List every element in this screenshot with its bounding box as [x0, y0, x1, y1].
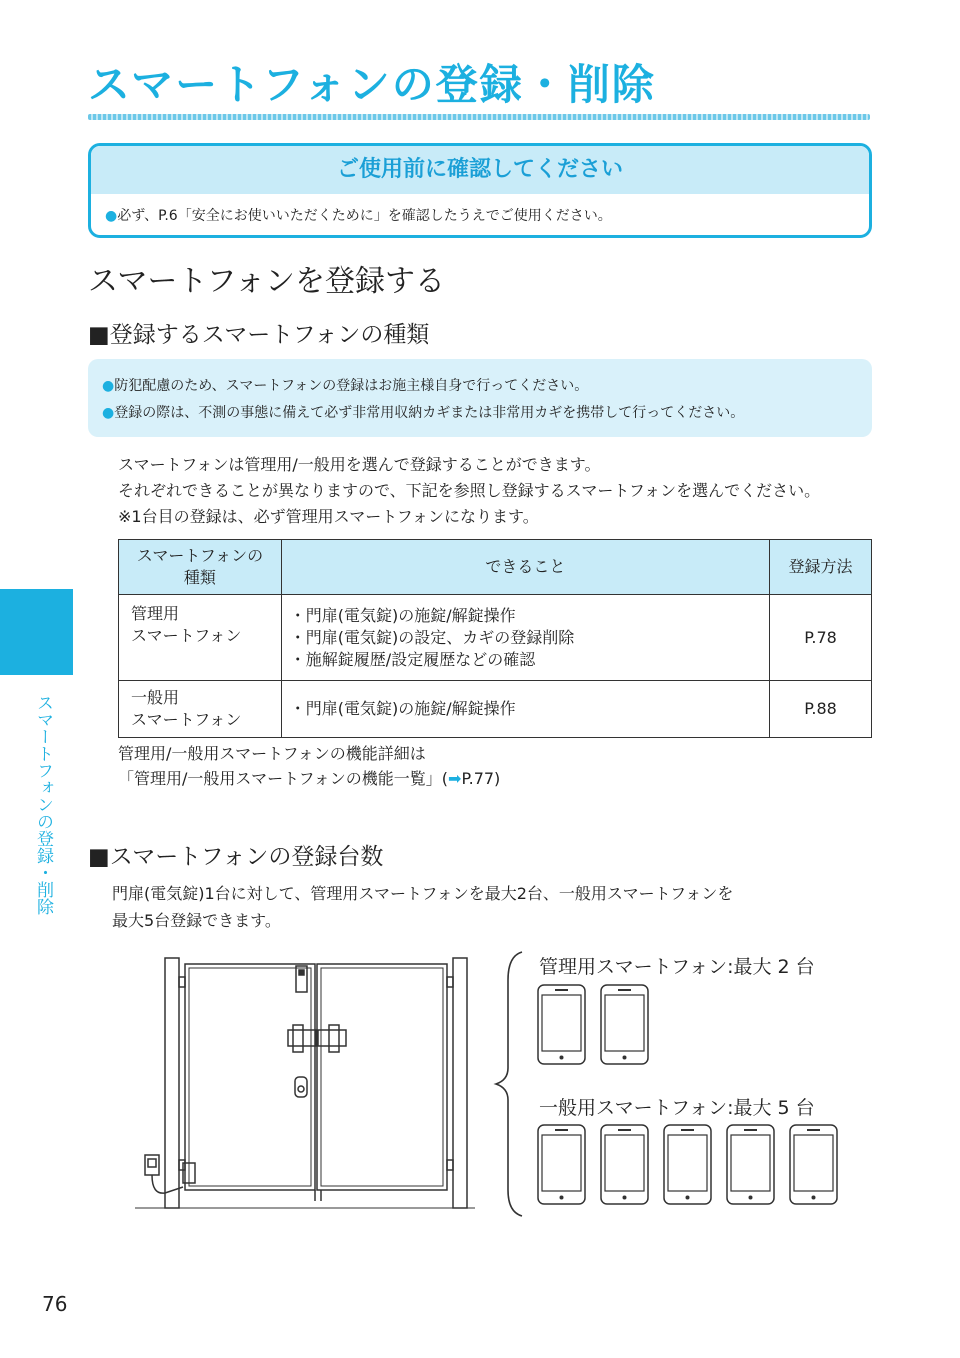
table-row — [119, 595, 872, 681]
ability-line: ・門扉(電気錠)の施錠/解錠操作 — [289, 699, 516, 718]
smartphone-icon — [663, 1124, 713, 1206]
header-abilities: できること — [281, 540, 769, 595]
smartphone-icon — [726, 1124, 776, 1206]
chapter-side-label: スマートフォンの登録・削除 — [33, 694, 53, 915]
count-line: 最大5台登録できます。 — [112, 911, 281, 930]
gate-illustration — [135, 955, 475, 1217]
notice-box — [88, 143, 872, 238]
types-intro — [118, 452, 820, 530]
general-count-label: 一般用スマートフォン:最大 5 台 — [539, 1097, 815, 1119]
admin-count-label: 管理用スマートフォン:最大 2 台 — [539, 956, 815, 978]
type-line: スマートフォン — [131, 710, 242, 729]
ability-line: ・門扉(電気錠)の設定、カギの登録削除 — [289, 627, 575, 647]
page-number: 76 — [42, 1292, 68, 1316]
footnote-text: 「管理用/一般用スマートフォンの機能一覧」( — [118, 769, 449, 788]
count-text — [112, 880, 733, 934]
smartphone-icon — [789, 1124, 839, 1206]
smartphone-icon — [600, 1124, 650, 1206]
footnote-page-ref: P.77) — [461, 769, 501, 788]
header-method: 登録方法 — [770, 540, 872, 595]
header-type-line: 種類 — [183, 568, 216, 587]
abilities-cell — [281, 595, 769, 681]
type-line: スマートフォン — [131, 626, 242, 645]
ability-line: ・施解錠履歴/設定履歴などの確認 — [289, 649, 536, 669]
abilities-cell — [281, 681, 769, 738]
caution-item — [102, 373, 872, 400]
caution-text: 防犯配慮のため、スマートフォンの登録はお施主様自身で行ってください。 — [114, 378, 589, 394]
smartphone-icon — [537, 1124, 587, 1206]
caution-item — [102, 400, 872, 427]
notice-heading: ご使用前に確認してください — [91, 146, 869, 194]
method-cell: P.88 — [770, 681, 872, 738]
header-type-line: スマートフォンの — [136, 546, 264, 565]
type-line: 管理用 — [131, 604, 180, 623]
table-header-row — [119, 540, 872, 595]
smartphone-types-table — [118, 539, 872, 738]
smartphone-icon — [600, 984, 650, 1066]
notice-body — [91, 194, 869, 225]
page-title: スマートフォンの登録・削除 — [88, 60, 656, 109]
table-footnote — [118, 741, 500, 791]
method-cell: P.78 — [770, 595, 872, 681]
footnote-line — [118, 766, 500, 791]
bullet-icon: ● — [102, 378, 115, 394]
title-divider — [88, 114, 870, 120]
footnote-line: 管理用/一般用スマートフォンの機能詳細は — [118, 744, 426, 763]
smartphone-icon — [537, 984, 587, 1066]
type-cell — [119, 595, 282, 681]
notice-text: 必ず、P.6「安全にお使いいただくために」を確認したうえでご使用ください。 — [117, 208, 612, 224]
caution-text: 登録の際は、不測の事態に備えて必ず非常用収納カギまたは非常用カギを携帯して行ってください。 — [114, 405, 745, 421]
type-line: 一般用 — [131, 688, 180, 707]
header-type — [119, 540, 282, 595]
bullet-icon: ● — [102, 405, 115, 421]
subheading-count: ■スマートフォンの登録台数 — [88, 844, 384, 870]
section-heading-register: スマートフォンを登録する — [88, 264, 445, 299]
caution-box — [88, 359, 872, 437]
table-row — [119, 681, 872, 738]
intro-line: スマートフォンは管理用/一般用を選んで登録することができます。 — [118, 455, 601, 474]
brace-bracket — [490, 950, 530, 1220]
subheading-types: ■登録するスマートフォンの種類 — [88, 322, 430, 348]
bullet-icon: ● — [105, 208, 118, 224]
intro-line: それぞれできることが異なりますので、下記を参照し登録するスマートフォンを選んでください。 — [118, 481, 821, 500]
arrow-right-icon: ➡ — [448, 769, 462, 788]
type-cell — [119, 681, 282, 738]
chapter-tab — [0, 589, 73, 675]
count-line: 門扉(電気錠)1台に対して、管理用スマートフォンを最大2台、一般用スマートフォンを — [112, 884, 734, 903]
ability-line: ・門扉(電気錠)の施錠/解錠操作 — [289, 605, 516, 625]
intro-line: ※1台目の登録は、必ず管理用スマートフォンになります。 — [118, 507, 539, 526]
